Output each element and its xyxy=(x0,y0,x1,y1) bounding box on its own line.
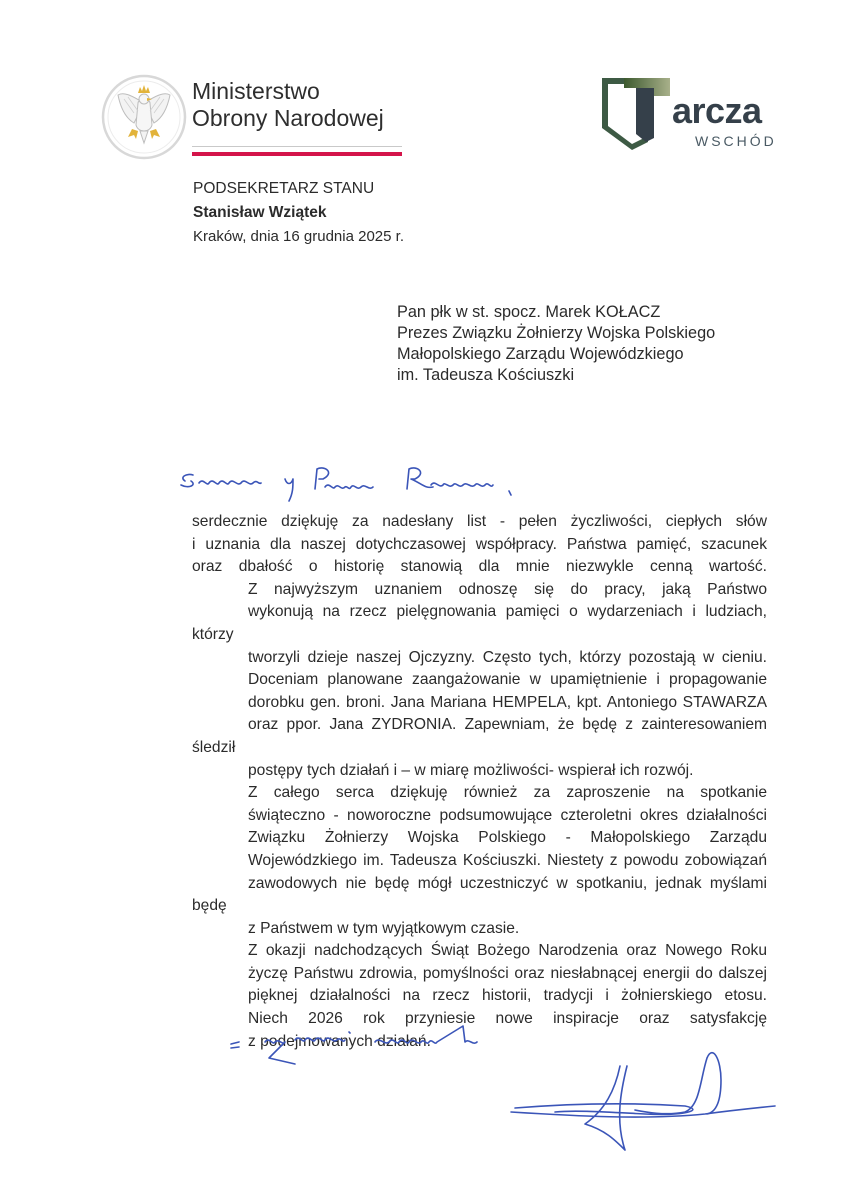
body-paragraph xyxy=(192,511,767,579)
body-line: postępy tych działań i – w miarę możliwości- wspierał ich rozwój. xyxy=(248,761,694,779)
body-line: Z całego serca dziękuję również za zaproszenie na spotkanie xyxy=(248,784,767,802)
body-line: tworzyli dzieje naszej Ojczyzny. Często tych, którzy pozostają w cieniu. xyxy=(248,648,767,666)
body-line: zawodowych nie będę mógł uczestniczyć w spotkaniu, jednak myślami będę xyxy=(192,874,767,915)
body-line: z Państwem w tym wyjątkowym czasie. xyxy=(248,919,520,937)
body-paragraph xyxy=(192,782,767,940)
body-line: z podejmowanych działań. xyxy=(248,1032,431,1050)
body-line: życzę Państwu zdrowia, pomyślności oraz niesłabnącej energii do dalszej xyxy=(248,964,767,982)
place-and-date: Kraków, dnia 16 grudnia 2025 r. xyxy=(193,228,404,245)
ministry-name-line2: Obrony Narodowej xyxy=(192,105,384,131)
handwritten-signature xyxy=(485,1040,785,1160)
body-line: Wojewódzkiego im. Tadeusza Kościuszki. Niestety z powodu zobowiązań xyxy=(248,851,767,869)
header-divider-red xyxy=(192,152,402,156)
ministry-name xyxy=(192,78,384,132)
body-line: pięknej działalności na rzecz historii, tradycji i żołnierskiego etosu. xyxy=(248,987,767,1005)
addressee-line: Prezes Związku Żołnierzy Wojska Polskiego xyxy=(397,324,716,342)
sender-block xyxy=(193,177,404,249)
body-line: Z najwyższym uznaniem odnoszę się do pracy, jaką Państwo xyxy=(248,580,767,598)
tarcza-logo-word: arcza xyxy=(672,90,762,131)
sender-name: Stanisław Wziątek xyxy=(193,204,327,221)
body-line: oraz dbałość o historię stanowią dla mnie niezwykle cenną wartość. xyxy=(192,558,767,576)
addressee-line: Małopolskiego Zarządu Wojewódzkiego xyxy=(397,345,684,363)
polish-eagle-emblem-icon xyxy=(100,73,188,161)
addressee-block xyxy=(397,302,715,386)
body-line: Z okazji nadchodzących Świąt Bożego Narodzenia oraz Nowego Roku xyxy=(248,942,767,960)
header-divider-grey xyxy=(192,146,402,147)
body-paragraph xyxy=(192,579,767,782)
body-line: oraz ppor. Jana ZYDRONIA. Zapewniam, że będę z zainteresowaniem śledził xyxy=(192,716,767,756)
body-line: Związku Żołnierzy Wojska Polskiego - Małopolskiego Zarządu xyxy=(248,829,767,847)
body-line: dorobku gen. broni. Jana Mariana HEMPELA, kpt. Antoniego STAWARZA xyxy=(248,693,767,711)
body-line: Niech 2026 rok przyniesie nowe inspiracje oraz satysfakcję xyxy=(248,1010,767,1028)
addressee-line: im. Tadeusza Kościuszki xyxy=(397,366,575,384)
addressee-line: Pan płk w st. spocz. Marek KOŁACZ xyxy=(397,303,661,321)
body-line: serdecznie dziękuję za nadesłany list - pełen życzliwości, ciepłych słów xyxy=(192,513,767,530)
body-line: Doceniam planowane zaangażowanie w upamiętnienie i propagowanie xyxy=(248,671,767,689)
tarcza-logo-subtitle: WSCHÓD xyxy=(695,133,777,149)
letter-body xyxy=(192,511,767,1053)
body-line: wykonują na rzecz pielęgnowania pamięci o wydarzeniach i ludziach, którzy xyxy=(192,603,767,643)
ministry-name-line1: Ministerstwo xyxy=(192,78,320,104)
handwritten-salutation xyxy=(175,463,595,503)
body-line: i uznania dla naszej dotychczasowej współpracy. Państwa pamięć, szacunek xyxy=(192,535,767,553)
body-line: świąteczno - noworoczne podsumowujące czteroletni okres działalności xyxy=(248,806,767,824)
sender-title: PODSEKRETARZ STANU xyxy=(193,180,375,197)
